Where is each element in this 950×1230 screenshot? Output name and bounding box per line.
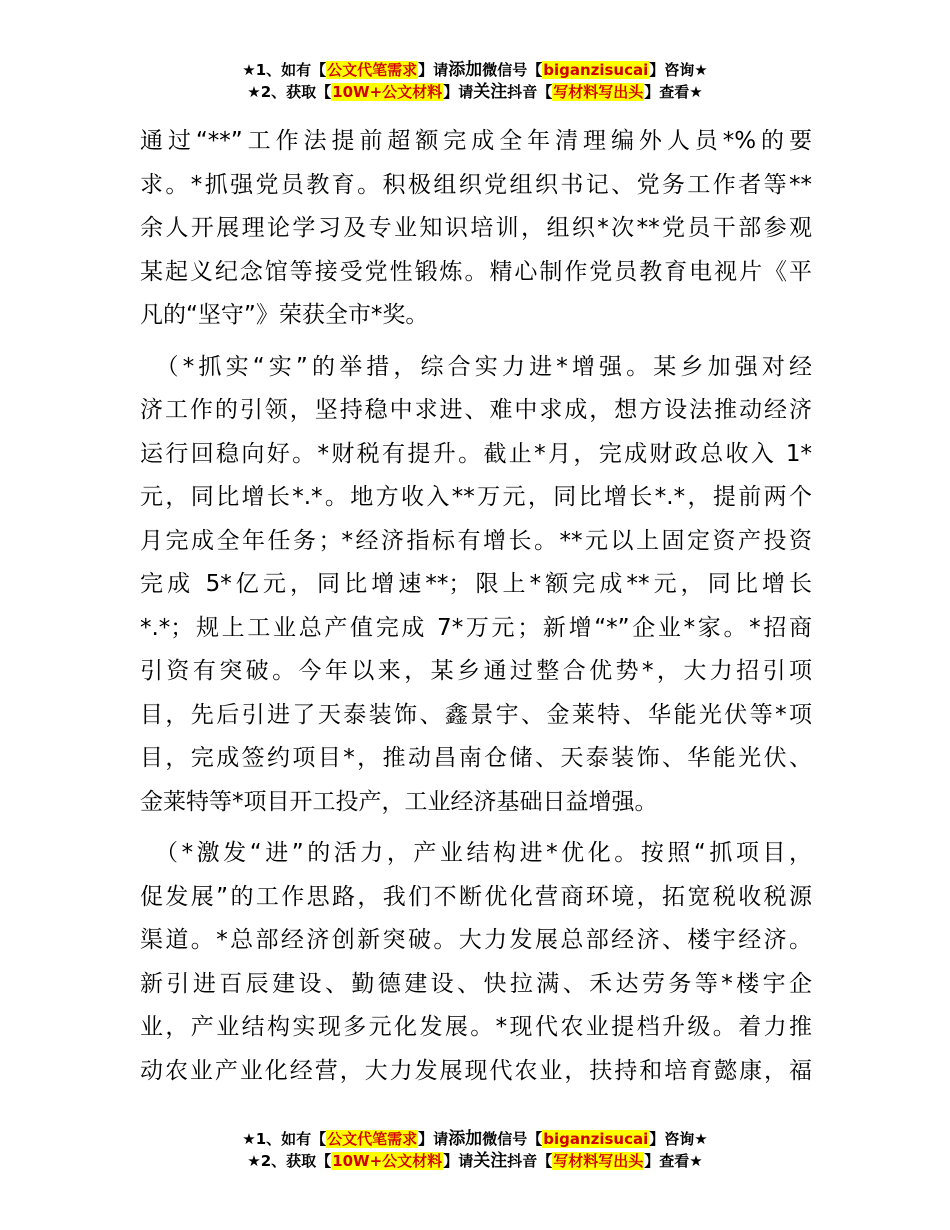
- text-line: 渠道。*总部经济创新突破。大力发展总部经济、楼宇经济。: [140, 927, 812, 953]
- text-line: 凡的“坚守”》荣获全市*奖。: [140, 302, 429, 328]
- text-line: 济工作的引领，坚持稳中求进、难中求成，想方设法推动经济: [140, 397, 812, 423]
- highlight-materials: 10W+公文材料: [332, 1152, 443, 1170]
- text-line: 完成 5*亿元，同比增速**；限上*额完成**元，同比增长: [140, 571, 812, 597]
- banner-text: 微信号【: [482, 61, 543, 79]
- banner-text: 抖音【: [507, 1152, 553, 1170]
- text-line: 月完成全年任务；*经济指标有增长。**元以上固定资产投资: [140, 527, 812, 554]
- paragraph-2: [140, 346, 812, 825]
- text-line: 引资有突破。今年以来，某乡通过整合优势*，大力招引项: [140, 658, 812, 684]
- highlight-douyin-id: 写材料写出头: [553, 1152, 644, 1170]
- banner-text: ★1、如有【: [242, 1130, 327, 1148]
- banner-text-emphasis: 添加: [448, 1129, 483, 1149]
- text-line: 某起义纪念馆等接受党性锻炼。精心制作党员教育电视片《平: [140, 258, 812, 285]
- text-line: 目，先后引进了天泰装饰、鑫景宇、金莱特、华能光伏等*项: [140, 701, 812, 728]
- banner-text-emphasis: 关注: [473, 82, 508, 102]
- banner-text: 】查看★: [644, 1152, 703, 1170]
- banner-text: 】请: [443, 83, 474, 101]
- highlight-wechat-id: biganzisucai: [543, 1130, 649, 1148]
- banner-text: 】查看★: [644, 83, 703, 101]
- text-line: 目，完成签约项目*，推动昌南仓储、天泰装饰、华能光伏、: [140, 745, 812, 771]
- text-line: *.*；规上工业总产值完成 7*万元；新增“*”企业*家。*招商: [140, 614, 812, 641]
- banner-text: 微信号【: [482, 1130, 543, 1148]
- banner-text: 】咨询★: [649, 1130, 708, 1148]
- text-line: 余人开展理论学习及专业知识培训，组织*次**党员干部参观: [140, 215, 812, 241]
- footer-banner: [0, 1128, 950, 1172]
- paragraph-gap: [140, 338, 812, 346]
- banner-text-emphasis: 添加: [448, 60, 483, 80]
- banner-text: 】请: [418, 1130, 449, 1148]
- header-banner: [0, 59, 950, 103]
- paragraph-1: [140, 120, 812, 338]
- text-line: 动农业产业化经营，大力发展现代农业，扶持和培育懿康，福: [140, 1057, 812, 1084]
- highlight-douyin-id: 写材料写出头: [553, 83, 644, 101]
- banner-text-emphasis: 关注: [473, 1151, 508, 1171]
- banner-text: ★1、如有【: [242, 61, 327, 79]
- banner-text: ★2、获取【: [247, 83, 332, 101]
- text-line: 求。*抓强党员教育。积极组织党组织书记、党务工作者等**: [140, 171, 812, 198]
- banner-text: 】请: [418, 61, 449, 79]
- highlight-wechat-id: biganzisucai: [543, 61, 649, 79]
- banner-text: ★2、获取【: [247, 1152, 332, 1170]
- banner-text: 抖音【: [507, 83, 553, 101]
- text-line: 新引进百辰建设、勤德建设、快拉满、禾达劳务等*楼宇企: [140, 970, 812, 997]
- highlight-materials: 10W+公文材料: [332, 83, 443, 101]
- banner-text: 】请: [443, 1152, 474, 1170]
- paragraph-gap: [140, 824, 812, 832]
- text-line: 金莱特等*项目开工投产，工业经济基础日益增强。: [140, 788, 658, 815]
- highlight-service: 公文代笔需求: [327, 1130, 418, 1148]
- banner-line-1: [0, 59, 950, 81]
- banner-line-2: [0, 1150, 950, 1172]
- banner-text: 】咨询★: [649, 61, 708, 79]
- highlight-service: 公文代笔需求: [327, 61, 418, 79]
- text-line: 促发展”的工作思路，我们不断优化营商环境，拓宽税收税源: [140, 883, 812, 910]
- text-line: 业，产业结构实现多元化发展。*现代农业提档升级。着力推: [140, 1014, 812, 1040]
- text-line: 运行回稳向好。*财税有提升。截止*月，完成财政总收入 1*: [140, 440, 812, 467]
- text-line: （*激发“进”的活力，产业结构进*优化。按照“抓项目，: [140, 840, 812, 866]
- banner-line-2: [0, 81, 950, 103]
- paragraph-3: [140, 832, 812, 1093]
- text-line: 通过“**”工作法提前超额完成全年清理编外人员*%的要: [140, 128, 812, 154]
- text-line: 元，同比增长*.*。地方收入**万元，同比增长*.*，提前两个: [140, 484, 812, 510]
- document-body: [140, 120, 812, 1093]
- text-line: （*抓实“实”的举措，综合实力进*增强。某乡加强对经: [140, 353, 812, 380]
- banner-line-1: [0, 1128, 950, 1150]
